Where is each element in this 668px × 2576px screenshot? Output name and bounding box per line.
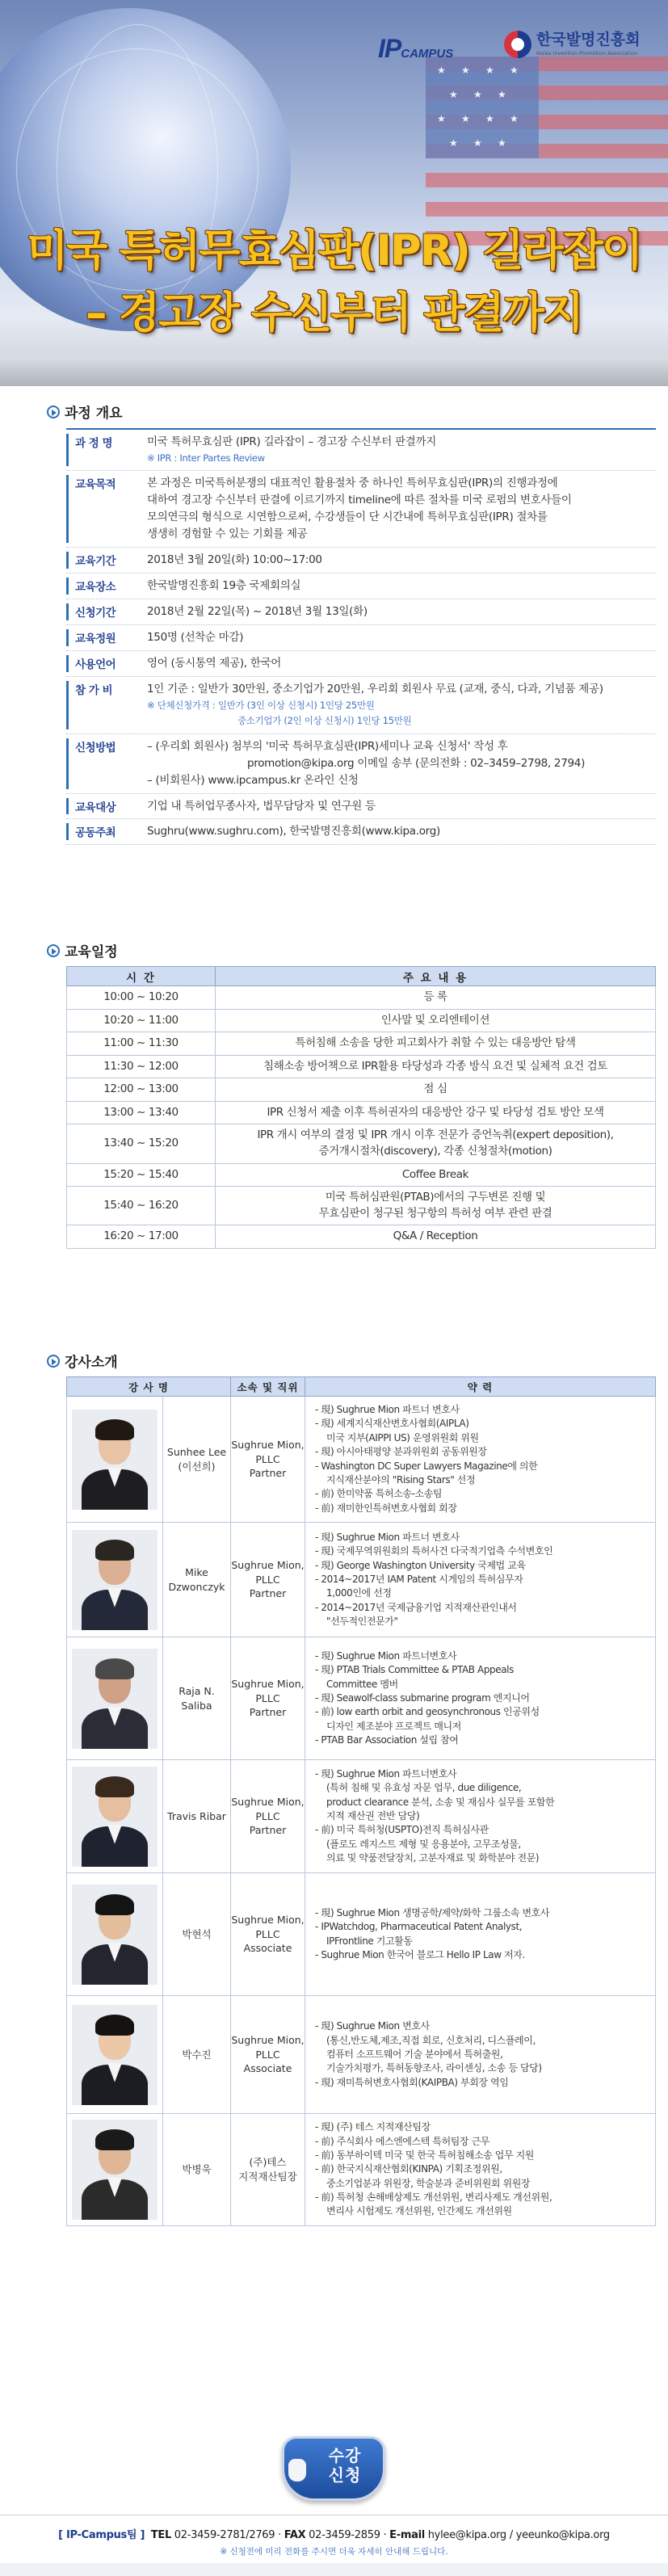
schedule-content-line: Coffee Break (401, 1167, 469, 1181)
schedule-content (216, 986, 656, 1010)
schedule-content-line: 무효심판이 청구된 청구항의 특허성 여부 관련 판결 (318, 1206, 552, 1220)
speaker-row (67, 1760, 656, 1873)
overview-line: – (우리회 회원사) 첨부의 '미국 특허무효심판(IPR)세미나 교육 신청서' 작성 후 (147, 739, 508, 753)
schedule-time: 13:40 ~ 15:20 (67, 1124, 216, 1163)
speaker-photo (72, 1767, 158, 1867)
speaker-photo-cell (67, 1996, 163, 2114)
kipa-logo: 한국발명진흥회 Korea Invention Promotion Association (504, 31, 640, 58)
speaker-name (163, 1397, 231, 1523)
speaker-name-line: Dzwonczyk (168, 1580, 225, 1593)
overview-line: 미국 특허무효심판 (IPR) 길라잡이 – 경고장 수신부터 판결까지 (147, 435, 436, 448)
career-line: - 前) 미국 특허청(USPTO)전직 특허심사관 (315, 1824, 489, 1836)
career-line: 지적 재산권 전반 담당) (326, 1809, 420, 1822)
overview-line: Sughru(www.sughru.com), 한국발명진흥회(www.kipa.org) (147, 825, 440, 838)
footer-note: ※ 신청전에 미리 전화를 주시면 더욱 자세히 안내해 드립니다. (220, 2547, 448, 2557)
speaker-name-line: 박수진 (182, 2048, 212, 2061)
overview-note: ※ 단체신청가격 : 일반가 (3인 이상 신청시) 1인당 25만원 (147, 699, 375, 711)
overview-value (136, 798, 656, 815)
career-line: 기술가치평가, 특허동향조사, 라이센싱, 소송 등 담당) (326, 2062, 542, 2074)
register-label-line1: 수강 (328, 2446, 362, 2465)
overview-value (136, 552, 656, 569)
schedule-content (216, 1009, 656, 1032)
footer-band (0, 2563, 668, 2576)
speaker-career (305, 1760, 656, 1873)
speaker-org (231, 1996, 305, 2114)
overview-value (136, 629, 656, 646)
schedule-col-time: 시 간 (67, 967, 216, 986)
speaker-name (163, 1873, 231, 1996)
speaker-career (305, 1637, 656, 1760)
kipa-mark-icon (504, 31, 531, 58)
overview-value (136, 738, 656, 789)
career-line: - 前) 재미한인특허변호사협회 회장 (315, 1502, 457, 1514)
schedule-content-line: IPR 개시 여부의 결정 및 IPR 개시 이후 전문가 증언녹취(expert deposition), (257, 1128, 614, 1142)
schedule-time: 12:00 ~ 13:00 (67, 1078, 216, 1102)
career-line: 지식재산분야의 "Rising Stars" 선정 (326, 1473, 476, 1486)
speaker-photo (72, 1530, 158, 1630)
overview-row (66, 599, 656, 625)
speaker-photo (72, 1649, 158, 1749)
overview-row (66, 819, 656, 845)
speaker-org (231, 1397, 305, 1523)
speaker-photo-cell (67, 1397, 163, 1523)
speakers-heading: 강사소개 (47, 1351, 118, 1371)
speaker-org-line: PLLC (255, 1927, 280, 1940)
career-line: 변리사 시험제도 개선위원, 인간제도 개선위원 (326, 2205, 512, 2217)
schedule-content-line: Q&A / Reception (393, 1229, 478, 1243)
career-line: - 現) Sughrue Mion 변호사 (315, 2020, 430, 2032)
career-line: - IPWatchdog, Pharmaceutical Patent Analyst, (315, 1921, 523, 1933)
schedule-row (67, 1163, 656, 1187)
speaker-org (231, 2114, 305, 2226)
overview-row (66, 677, 656, 734)
us-flag-graphic: ★ ★ ★ ★ ★ ★ ★ ★ ★ ★ ★ ★ ★ ★ (426, 57, 668, 250)
speaker-photo-cell (67, 1873, 163, 1996)
speakers-col-career: 약 력 (305, 1377, 656, 1397)
schedule-row (67, 1032, 656, 1056)
speaker-row (67, 1397, 656, 1523)
schedule-row (67, 1055, 656, 1078)
overview-row (66, 471, 656, 548)
schedule-content (216, 1055, 656, 1078)
register-button[interactable] (277, 2435, 390, 2501)
overview-label: 공동주최 (66, 823, 136, 840)
speaker-name (163, 2114, 231, 2226)
speaker-name-line: Raja N. (179, 1685, 215, 1698)
speaker-org (231, 1873, 305, 1996)
register-label-line2: 신청 (328, 2465, 362, 2485)
schedule-content-line: 등 록 (423, 990, 447, 1003)
speaker-name (163, 1760, 231, 1873)
career-line: - 現) Sughrue Mion 파트너변호사 (315, 1767, 457, 1780)
career-line: Committee 멤버 (326, 1678, 398, 1690)
career-line: - 現) Sughrue Mion 생명공학/제약/화학 그룹소속 변호사 (315, 1906, 550, 1918)
overview-label: 과 정 명 (66, 434, 136, 466)
overview-value (136, 655, 656, 672)
career-line: product clearance 분석, 소송 및 재심사 실무를 포함한 (326, 1796, 555, 1808)
career-line: - 現) 재미특허변호사협회(KAIPBA) 부회장 역임 (315, 2076, 509, 2088)
overview-line: 영어 (동시통역 제공), 한국어 (147, 656, 282, 670)
footer-team: [ IP-Campus팀 ] (58, 2529, 145, 2541)
career-line: 미국 지부(AIPPI US) 운영위원회 위원 (326, 1431, 479, 1443)
career-line: IPFrontline 기고활동 (326, 1935, 413, 1947)
overview-row (66, 430, 656, 471)
footer-contact: [ IP-Campus팀 ] TEL 02-3459-2781/2769 · FAX 02-3459-2859 · E-mail hylee@kipa.org / yeeunko@kipa.org (58, 2529, 610, 2541)
career-line: - 現) (주) 테스 지적재산팀장 (315, 2121, 431, 2133)
career-line: 디자인 제조분야 프로젝트 매니저 (326, 1720, 461, 1732)
hero-banner (0, 0, 668, 386)
overview-line: promotion@kipa.org 이메일 송부 (문의전화 : 02–3459–2798, 2794) (247, 756, 586, 770)
schedule-content (216, 1187, 656, 1225)
speaker-photo-cell (67, 1523, 163, 1637)
speaker-row (67, 1637, 656, 1760)
schedule-heading: 교육일정 (47, 940, 118, 960)
overview-table (66, 428, 656, 845)
speaker-career (305, 1397, 656, 1523)
circle-arrow-icon (47, 406, 60, 418)
overview-line: 2018년 2월 22일(목) ~ 2018년 3월 13일(화) (147, 605, 368, 618)
speaker-name-line: 박병욱 (182, 2163, 212, 2176)
overview-line: – (비회원사) www.ipcampus.kr 온라인 신청 (147, 773, 359, 787)
overview-line: 1인 기준 : 일반가 30만원, 중소기업가 20만원, 우리회 회원사 무료 (교재, 중식, 다과, 기념품 제공) (147, 682, 603, 695)
career-line: (플로도 레지스트 제형 및 응용분야, 고무조성물, (326, 1838, 521, 1850)
speaker-org-line: PLLC (255, 1573, 280, 1586)
speaker-org-line: (주)테스 (249, 2156, 287, 2169)
career-line: - 前) 주식회사 에스엔에스텍 특허팀장 근무 (315, 2135, 489, 2147)
career-line: - 前) 한국지식재산협회(KINPA) 기획조정위원, (315, 2163, 502, 2175)
overview-label: 신청기간 (66, 603, 136, 620)
overview-label: 교육대상 (66, 798, 136, 815)
speaker-name-line: Saliba (181, 1699, 212, 1712)
schedule-time: 15:40 ~ 16:20 (67, 1187, 216, 1225)
overview-row (66, 651, 656, 677)
career-line: - 現) Sughrue Mion 파트너변호사 (315, 1649, 457, 1662)
schedule-col-content: 주 요 내 용 (216, 967, 656, 986)
overview-label: 교육기간 (66, 552, 136, 569)
schedule-time: 15:20 ~ 15:40 (67, 1163, 216, 1187)
schedule-time: 13:00 ~ 13:40 (67, 1101, 216, 1124)
speaker-org-line: Sughrue Mion, (231, 1796, 305, 1809)
speaker-org-line: Partner (249, 1706, 287, 1719)
overview-label: 교육정원 (66, 629, 136, 646)
overview-note: 중소기업가 (2인 이상 신청시) 1인당 15만원 (237, 715, 412, 727)
speaker-photo (72, 2005, 158, 2105)
overview-value (136, 434, 656, 466)
schedule-content (216, 1124, 656, 1163)
speaker-org-line: Sughrue Mion, (231, 1914, 305, 1927)
ipcampus-logo: IPCAMPUS (378, 34, 454, 63)
career-line: 컴퓨터 소프트웨어 기술 분야에서 특허출원, (326, 2048, 503, 2060)
speaker-name-line: (이선희) (178, 1460, 216, 1473)
speaker-org-line: Sughrue Mion, (231, 2034, 305, 2047)
schedule-time: 16:20 ~ 17:00 (67, 1225, 216, 1249)
career-line: - 前) 특허청 손해배상제도 개선위원, 변리사제도 개선위원, (315, 2191, 552, 2204)
speaker-photo-cell (67, 1637, 163, 1760)
career-line: - 前) 동부하이텍 미국 및 한국 특허침해소송 업무 지원 (315, 2149, 534, 2161)
speaker-career (305, 1996, 656, 2114)
overview-line: 생생히 경험할 수 있는 기회를 제공 (147, 527, 308, 541)
speaker-org-line: Partner (249, 1587, 287, 1600)
speaker-career (305, 2114, 656, 2226)
schedule-content-line: 미국 특허심판원(PTAB)에서의 구두변론 진행 및 (325, 1191, 546, 1204)
schedule-content-line: 인사말 및 오리엔테이션 (380, 1013, 490, 1027)
speaker-career (305, 1523, 656, 1637)
career-line: 1,000인에 선정 (326, 1587, 392, 1599)
overview-label: 교육목적 (66, 475, 136, 543)
overview-line: 2018년 3월 20일(화) 10:00~17:00 (147, 553, 322, 567)
schedule-content (216, 1163, 656, 1187)
speaker-row (67, 1523, 656, 1637)
hand-pointer-icon (288, 2459, 306, 2481)
schedule-row (67, 1009, 656, 1032)
schedule-content (216, 1078, 656, 1102)
schedule-content (216, 1101, 656, 1124)
footer-email[interactable]: hylee@kipa.org / yeeunko@kipa.org (427, 2529, 610, 2541)
career-line: - 現) Seawolf-class submarine program 엔지니어 (315, 1691, 530, 1704)
speaker-org-line: 지적재산팀장 (238, 2170, 297, 2183)
hero-title-line2: – 경고장 수신부터 판결까지 (85, 288, 583, 338)
schedule-time: 11:30 ~ 12:00 (67, 1055, 216, 1078)
speaker-photo (72, 1885, 158, 1985)
career-line: - 現) Sughrue Mion 파트너 변호사 (315, 1404, 460, 1415)
speaker-photo (72, 2120, 158, 2220)
career-line: - 2014~2017년 IAM Patent 시게임의 특허심무자 (315, 1573, 523, 1585)
speaker-org (231, 1637, 305, 1760)
career-line: - 現) 국제무역위원회의 특허사건 다국적기업측 수석변호인 (315, 1545, 553, 1557)
speaker-career (305, 1873, 656, 1996)
schedule-row (67, 986, 656, 1010)
schedule-time: 10:00 ~ 10:20 (67, 986, 216, 1010)
overview-row (66, 625, 656, 651)
overview-value (136, 823, 656, 840)
schedule-row (67, 1124, 656, 1163)
overview-row (66, 794, 656, 820)
career-line: - 前) 한미약품 특허소송-소송팀 (315, 1488, 443, 1500)
speaker-org-line: Sughrue Mion, (231, 1678, 305, 1691)
overview-value (136, 578, 656, 595)
speaker-row (67, 1996, 656, 2114)
schedule-row (67, 1187, 656, 1225)
overview-value (136, 681, 656, 729)
speaker-name-line: 박현석 (182, 1927, 212, 1940)
speaker-row (67, 2114, 656, 2226)
speaker-photo-cell (67, 2114, 163, 2226)
overview-row (66, 548, 656, 574)
circle-arrow-icon (47, 1355, 60, 1368)
schedule-content (216, 1032, 656, 1056)
speaker-org-line: Associate (243, 1942, 292, 1955)
speaker-org-line: Partner (249, 1467, 287, 1480)
schedule-content (216, 1225, 656, 1249)
overview-line: 본 과정은 미국특허분쟁의 대표적인 활용절차 중 하나인 특허무효심판(IPR)의 진행과정에 (147, 477, 558, 490)
speaker-org-line: PLLC (255, 1809, 280, 1822)
speaker-name (163, 1523, 231, 1637)
overview-line: 한국발명진흥회 19층 국제회의실 (147, 579, 301, 593)
speaker-org-line: PLLC (255, 1691, 280, 1704)
schedule-time: 11:00 ~ 11:30 (67, 1032, 216, 1056)
speaker-org-line: Sughrue Mion, (231, 1439, 305, 1452)
speaker-name-line: Mike (185, 1566, 208, 1579)
schedule-row (67, 1225, 656, 1249)
schedule-content-line: 침해소송 방어책으로 IPR활용 타당성과 각종 방식 요건 및 실체적 요건 검토 (263, 1059, 607, 1073)
speaker-org-line: Partner (249, 1824, 287, 1837)
schedule-time: 10:20 ~ 11:00 (67, 1009, 216, 1032)
schedule-content-line: 특허침해 소송을 당한 피고회사가 취할 수 있는 대응방안 탐색 (295, 1036, 576, 1050)
overview-label: 참 가 비 (66, 681, 136, 729)
overview-value (136, 603, 656, 620)
speaker-name (163, 1637, 231, 1760)
career-line: (통신,반도체,제조,직접 회로, 신호처리, 디스플레이, (326, 2034, 536, 2046)
speakers-table (66, 1376, 656, 2226)
career-line: - 現) 아시아태평양 분과위원회 공동위원장 (315, 1446, 487, 1458)
schedule-table (66, 966, 656, 1249)
career-line: - Sughrue Mion 한국어 블로그 Hello IP Law 저자. (315, 1949, 525, 1961)
speaker-org (231, 1523, 305, 1637)
career-line: - Washington DC Super Lawyers Magazine에 의한 (315, 1460, 538, 1472)
overview-line: 150명 (선착순 마감) (147, 630, 244, 644)
speaker-org-line: PLLC (255, 1452, 280, 1465)
schedule-content-line: 증거개시절차(discovery), 각종 신청절차(motion) (318, 1144, 552, 1158)
career-line: - 前) low earth orbit and geosynchronous 인공위성 (315, 1706, 540, 1718)
overview-heading: 과정 개요 (47, 401, 123, 422)
overview-line: 기업 내 특허업무종사자, 법무담당자 및 연구원 등 (147, 799, 376, 813)
speakers-col-org: 소속 및 직위 (231, 1377, 305, 1397)
speakers-col-name: 강 사 명 (67, 1377, 231, 1397)
speaker-org-line: PLLC (255, 2048, 280, 2061)
career-line: - 現) PTAB Trials Committee & PTAB Appeals (315, 1664, 514, 1676)
footer-fax: 02-3459-2859 (309, 2529, 380, 2541)
speaker-org (231, 1760, 305, 1873)
schedule-row (67, 1101, 656, 1124)
overview-line: 모의연극의 형식으로 시연함으로써, 수강생들이 단 시간내에 특허무효심판(IPR) 절차를 (147, 511, 548, 524)
overview-label: 신청방법 (66, 738, 136, 789)
speaker-photo-cell (67, 1760, 163, 1873)
career-line: 중소기업분과 위원장, 학술분과 준비위원회 위원장 (326, 2177, 531, 2189)
overview-line: 대하여 경고장 수신부터 판결에 이르기까지 timeline에 따른 절차를 미국 로펌의 변호사들이 (147, 494, 572, 507)
speaker-org-line: Associate (243, 2062, 292, 2075)
hero-bottom-band (0, 357, 668, 386)
speaker-name-line: Sunhee Lee (166, 1446, 227, 1459)
career-line: - 現) George Washington University 국제법 교육 (315, 1559, 526, 1571)
speaker-org-line: Sughrue Mion, (231, 1559, 305, 1572)
career-line: - 現) 세계지식재산변호사협회(AIPLA) (315, 1418, 469, 1430)
career-line: - PTAB Bar Association 설립 참여 (315, 1734, 459, 1746)
footer-tel: 02-3459-2781/2769 (174, 2529, 275, 2541)
overview-label: 사용언어 (66, 655, 136, 672)
career-line: "선두적인전문가" (326, 1616, 398, 1628)
career-line: (특허 침해 및 유효성 자문 업무, due diligence, (326, 1782, 522, 1794)
overview-note: ※ IPR : Inter Partes Review (147, 452, 265, 464)
overview-label: 교육장소 (66, 578, 136, 595)
overview-value (136, 475, 656, 543)
circle-arrow-icon (47, 944, 60, 957)
overview-row (66, 734, 656, 794)
career-line: - 現) Sughrue Mion 파트너 변호사 (315, 1531, 460, 1543)
overview-row (66, 574, 656, 599)
schedule-content-line: 점 심 (423, 1082, 447, 1096)
schedule-row (67, 1078, 656, 1102)
career-line: 의료 및 약품전달장치, 고분자재료 및 화학분야 전문) (326, 1852, 540, 1864)
speaker-name (163, 1996, 231, 2114)
career-line: - 2014~2017년 국제금융기업 지적재산관인내서 (315, 1601, 517, 1613)
speaker-name-line: Travis Ribar (167, 1809, 226, 1822)
speaker-row (67, 1873, 656, 1996)
speaker-photo (72, 1410, 158, 1510)
schedule-content-line: IPR 신청서 제출 이후 특허권자의 대응방안 강구 및 타당성 검토 방안 모색 (267, 1105, 604, 1119)
hero-title-line1: 미국 특허무효심판(IPR) 길라잡이 (26, 226, 642, 275)
